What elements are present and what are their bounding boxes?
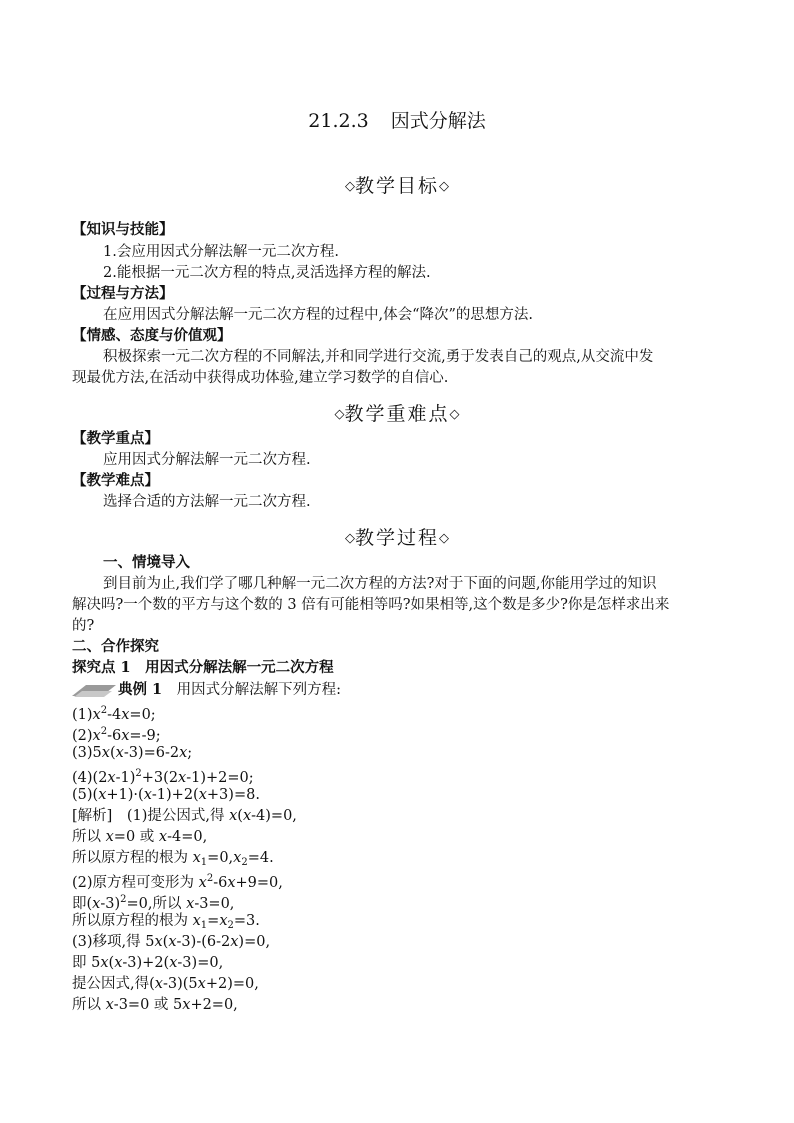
solution-line-7: (3)移项,得 5x(x-3)-(6-2x)=0, <box>72 934 271 950</box>
attitude-paragraph-line-2: 现最优方法,在活动中获得成功体验,建立学习数学的自信心. <box>72 370 449 386</box>
section-heading-key-points: ◇教学重难点◇ <box>334 403 460 425</box>
intro-line-2: 解决吗?一个数的平方与这个数的 3 倍有可能相等吗?如果相等,这个数是多少?你是怎样求出来 <box>72 597 670 613</box>
solution-line-4: (2)原方程可变形为 $x^2-6x+9=0$, <box>72 873 283 891</box>
equation-1: $(1)x^2-4x=0$; <box>72 705 156 723</box>
focus-heading: 【教学重点】 <box>72 430 159 447</box>
intro-line-1: 到目前为止,我们学了哪几种解一元二次方程的方法?对于下面的问题,你能用学过的知识 <box>103 576 657 592</box>
knowledge-item-2: 2.能根据一元二次方程的特点,灵活选择方程的解法. <box>103 265 431 281</box>
diamond-icon: ◇ <box>344 531 355 546</box>
example-heading <box>118 680 341 700</box>
difficulty-item: 选择合适的方法解一元二次方程. <box>103 494 311 510</box>
solution-line-6: 所以原方程的根为 $x_1=x_2=3$. <box>72 913 260 931</box>
difficulty-heading: 【教学难点】 <box>72 472 159 489</box>
title-text: 因式分解法 <box>390 110 486 132</box>
knowledge-item-1: 1.会应用因式分解法解一元二次方程. <box>103 244 339 260</box>
diamond-icon: ◇ <box>439 179 449 194</box>
section-number: 21.2.3 <box>308 110 369 132</box>
diamond-icon: ◇ <box>334 407 345 422</box>
analysis-label: [解析] <box>72 808 113 824</box>
focus-item: 应用因式分解法解一元二次方程. <box>103 452 311 468</box>
process-method-item: 在应用因式分解法解一元二次方程的过程中,体会“降次”的思想方法. <box>103 307 534 323</box>
example-tag-icon <box>72 682 116 698</box>
equation-3: (3)5x(x-3)=6-2x; <box>72 745 193 761</box>
knowledge-heading: 【知识与技能】 <box>72 221 174 238</box>
example-text: 用因式分解法解下列方程: <box>176 682 342 698</box>
equation-2: $(2)x^2-6x=-9$; <box>72 726 161 744</box>
solution-line-8: 即 5x(x-3)+2(x-3)=0, <box>72 955 224 971</box>
solution-line-1: [解析] (1)提公因式,得 x(x-4)=0, <box>72 808 297 824</box>
diamond-icon: ◇ <box>344 179 355 194</box>
solution-line-3: 所以原方程的根为 $x_1=0,x_2=4$. <box>72 850 274 868</box>
example-label: 典例 1 <box>118 681 163 698</box>
solution-line-2: 所以 x=0 或 x-4=0, <box>72 829 208 845</box>
solution-line-10: 所以 x-3=0 或 5x+2=0, <box>72 997 238 1013</box>
part2-heading: 二、合作探究 <box>72 638 159 655</box>
point1-heading: 探究点 1 用因式分解法解一元二次方程 <box>72 659 334 676</box>
page-title <box>0 106 794 133</box>
diamond-icon: ◇ <box>449 407 460 422</box>
attitude-heading: 【情感、态度与价值观】 <box>72 327 232 344</box>
solution-line-5: 即$(x-3)^2=0$,所以 x-3=0, <box>72 894 235 912</box>
attitude-paragraph-line-1: 积极探索一元二次方程的不同解法,并和同学进行交流,勇于发表自己的观点,从交流中发 <box>103 349 654 365</box>
process-method-heading: 【过程与方法】 <box>72 285 174 302</box>
diamond-icon: ◇ <box>439 531 449 546</box>
equation-5: (5)(x+1)·(x-1)+2(x+3)=8. <box>72 787 260 803</box>
part1-heading: 一、情境导入 <box>103 554 190 571</box>
solution-line-9: 提公因式,得(x-3)(5x+2)=0, <box>72 976 259 992</box>
equation-4: $(4)(2x-1)^2+3(2x-1)+2=0$; <box>72 768 254 786</box>
intro-line-3: 的? <box>72 618 95 634</box>
section-heading-process: ◇教学过程◇ <box>344 527 449 549</box>
section-heading-objectives: ◇教学目标◇ <box>344 175 449 197</box>
